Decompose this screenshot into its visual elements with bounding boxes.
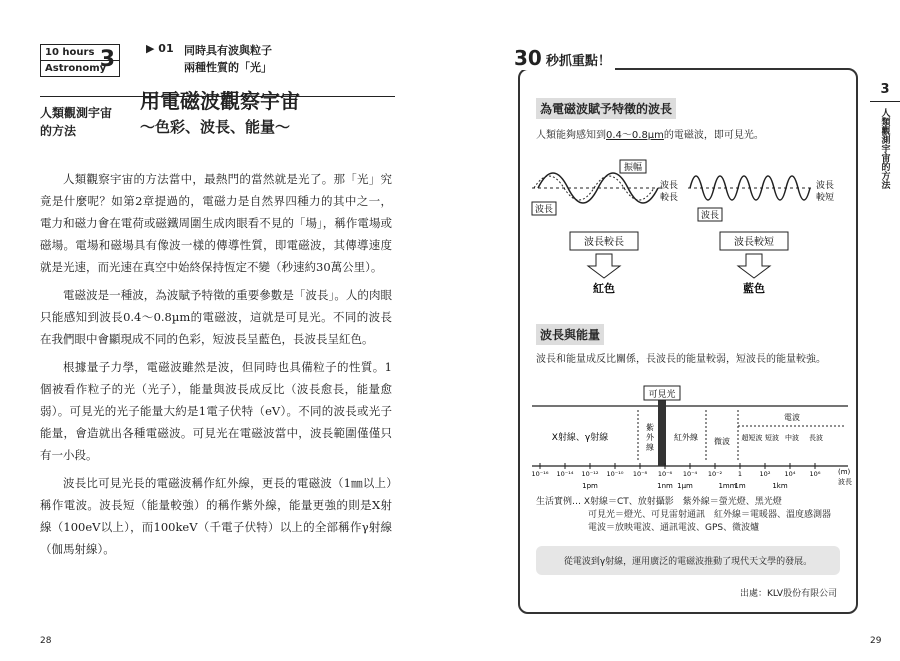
right-page (450, 0, 900, 661)
source-credit: 出處：KLV股份有限公司 (740, 589, 838, 599)
tick-label: 10⁻¹⁶ (531, 470, 549, 478)
book-series-box (40, 44, 120, 77)
chapter-label-line-1: 人類觀測宇宙 (40, 106, 113, 120)
short-box-text: 波長較短 (734, 237, 774, 248)
long-arrow-down (588, 254, 620, 278)
ir-label: 紅外線 (674, 433, 698, 442)
examples-line-3: 電波＝放映電波、通訊電波、GPS、微波爐 (588, 523, 760, 533)
chapter-label (40, 104, 112, 140)
section-subtitle-line-1: 同時具有波與粒子 (184, 44, 272, 57)
key-points-text: 秒抓重點！ (545, 54, 611, 69)
xray-label: X射線、γ射線 (551, 433, 609, 443)
unit-label: 1µm (677, 482, 693, 490)
tick-label: 10⁻¹⁰ (606, 470, 624, 478)
short-wave-side-label-1: 波長 (816, 181, 835, 191)
radio-lw-label: 長波 (809, 434, 823, 442)
amplitude-label: 振幅 (623, 163, 643, 173)
tick-label: 10⁻⁸ (632, 470, 648, 478)
short-arrow-down (738, 254, 770, 278)
key-points-number: 30 (514, 46, 542, 70)
page-number-left: 28 (40, 636, 52, 646)
uv-label-2: 外 (646, 433, 654, 442)
paragraph-4: 波長比可見光長的電磁波稱作紅外線，更長的電磁波（1㎜以上）稱作電波。波長短（能量較強）的稱作紫外線，能量更強的則是X射線（100eV以上），而100keV（千電子伏特）以上的全部稱作γ射線（伽馬射線）。 (40, 476, 392, 556)
paragraph-3: 根據量子力學，電磁波雖然是波，但同時也具備粒子的性質。1個被看作粒子的光（光子），能量與波長成反比（波長愈長，能量愈弱）。可見光的光子能量大約是1電子伏特（eV）。不同的波長或光子能量，會造就出各種電磁波。可見光在電磁波當中，波長範圍僅僅只有一小段。 (40, 360, 392, 462)
blue-label: 藍色 (743, 282, 765, 295)
section-subtitle (184, 42, 272, 76)
radio-vhf-label: 超短波 (741, 434, 763, 442)
series-line-2: Astronomy (41, 60, 119, 76)
tick-label: 10⁶ (809, 470, 821, 478)
unit-label: 1pm (582, 482, 598, 490)
desc-visible-c: 的電磁波，即可見光。 (663, 130, 764, 141)
short-wavelength-label: 波長 (700, 211, 720, 221)
visible-label: 可見光 (648, 390, 676, 400)
visible-band (658, 398, 666, 466)
spectrum-ticks (532, 463, 821, 490)
body-text (40, 168, 392, 566)
page-number-right: 29 (870, 636, 882, 646)
tick-label: 10⁻⁶ (657, 470, 673, 478)
unit-label: 1nm (657, 482, 673, 490)
chapter-label-line-2: 的方法 (40, 124, 77, 138)
page-subtitle: 〜色彩、波長、能量〜 (140, 118, 291, 136)
tick-label: 1 (737, 470, 743, 478)
summary-box: 從電波到γ射線，運用廣泛的電磁波推動了現代天文學的發展。 (536, 546, 840, 575)
examples-line-2: 可見光＝燈光、可見雷射通訊 紅外線＝電暖器、溫度感測器 (588, 510, 832, 520)
wavelength-label: 波長 (534, 205, 554, 215)
desc-energy: 波長和能量成反比關係，長波長的能量較弱，短波長的能量較強。 (536, 354, 826, 365)
axis-unit: (m) (838, 468, 851, 476)
red-label: 紅色 (593, 282, 615, 295)
uv-label-1: 紫 (646, 423, 654, 432)
tick-label: 10⁻⁴ (682, 470, 698, 478)
radio-sw-label: 短波 (765, 434, 779, 442)
tick-label: 10² (759, 470, 771, 478)
series-line-1: 10 hours (45, 47, 95, 58)
unit-label: 1km (772, 482, 788, 490)
tick-label: 10⁻² (707, 470, 723, 478)
tick-label: 10⁻¹⁴ (556, 470, 574, 478)
desc-visible-range: 0.4〜0.8µm (606, 130, 664, 141)
long-wave-side-label-2: 較長 (660, 193, 679, 203)
axis-unit-label: 波長 (838, 478, 852, 486)
micro-label: 微波 (714, 437, 730, 446)
long-wave-side-label-1: 波長 (660, 181, 679, 191)
unit-label: 1mm (718, 482, 737, 490)
radio-mw-label: 中波 (785, 434, 799, 442)
examples (536, 496, 831, 535)
key-points-title (510, 46, 615, 70)
desc-visible-a: 人類能夠感知到 (536, 130, 606, 141)
section-number: ▶ 01 (146, 42, 174, 55)
short-wave-side-label-2: 較短 (816, 193, 835, 203)
unit-label: 1m (734, 482, 746, 490)
paragraph-1: 人類觀察宇宙的方法當中，最熱門的當然就是光了。那「光」究竟是什麼呢？如第2章提過的，電磁力是自然界四種力的其中之一，電力和磁力會在電荷或磁鐵周圍生成肉眼看不見的「場」，稱作電場或磁場。電場和磁場具有像波一樣的傳導性質，即電磁波，其傳導速度就是光速，而光速在真空中始終保持恆定不變（秒速約30萬公里）。 (40, 172, 392, 274)
long-box-text: 波長較長 (584, 237, 624, 248)
page-title: 用電磁波觀察宇宙 (140, 89, 300, 113)
subhead-wavelength: 為電磁波賦予特徵的波長 (536, 98, 676, 119)
side-tab-number: 3 (870, 82, 900, 102)
uv-label-3: 線 (646, 443, 654, 452)
examples-line-1: 生活實例… X射線＝CT、放射攝影 紫外線＝螢光燈、黑光燈 (536, 497, 782, 507)
side-tab-text: 人類觀測宇宙的方法 (879, 108, 890, 189)
radio-label: 電波 (784, 413, 800, 422)
tick-label: 10⁻¹² (581, 470, 599, 478)
paragraph-2: 電磁波是一種波，為波賦予特徵的重要參數是「波長」。人的肉眼只能感知到波長0.4〜0.8µm的電磁波，這就是可見光。不同的波長在我們眼中會顯現成不同的色彩，短波長呈藍色，長波長呈紅色。 (40, 288, 392, 346)
tick-label: 10⁴ (784, 470, 796, 478)
chapter-number: 3 (99, 47, 115, 72)
section-subtitle-line-2: 兩種性質的「光」 (184, 61, 272, 74)
subhead-energy: 波長與能量 (536, 324, 604, 345)
